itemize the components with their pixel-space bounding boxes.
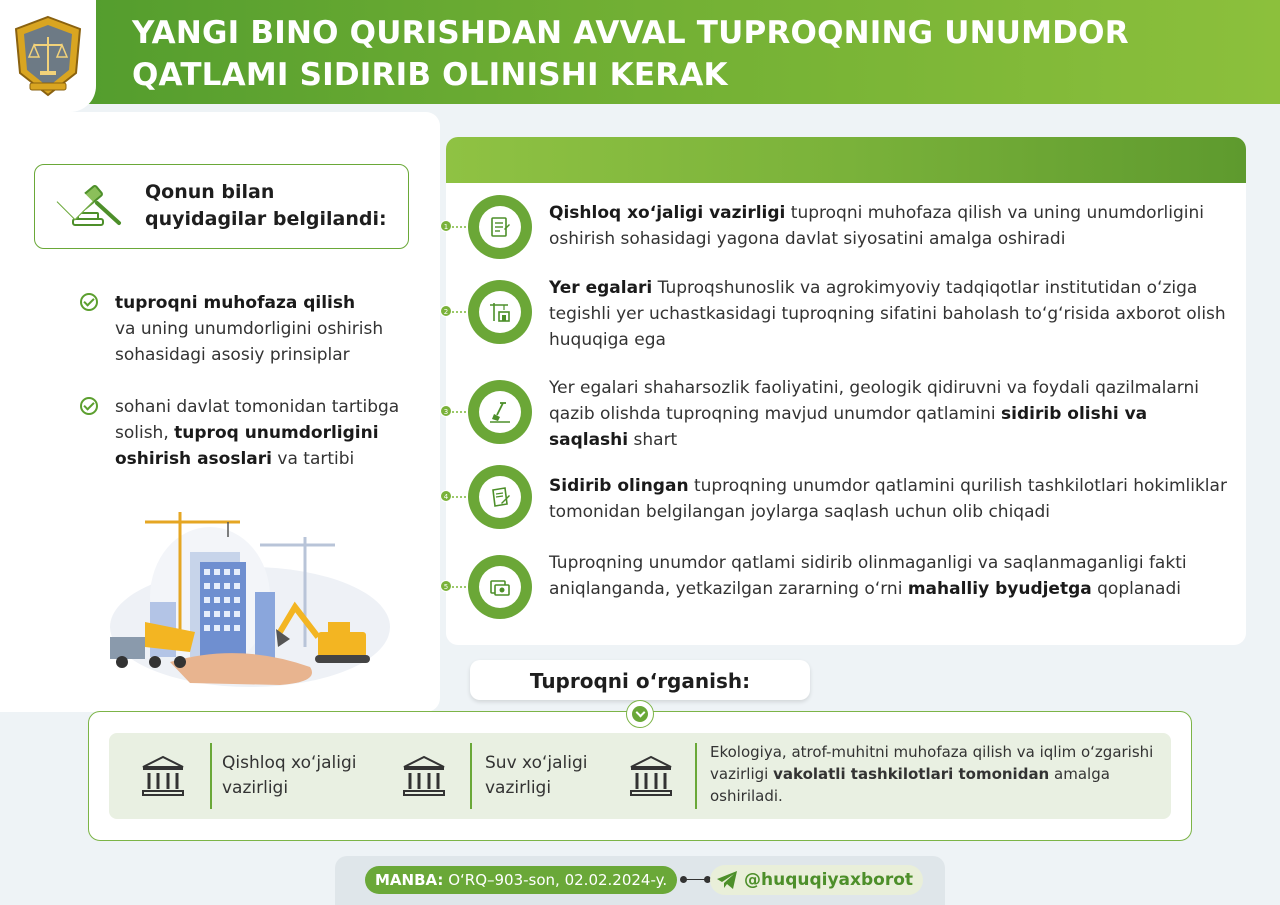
row-icon-circle: [468, 195, 532, 259]
government-building-icon: [627, 753, 675, 799]
check-icon: [80, 293, 98, 311]
government-building-icon: [139, 753, 187, 799]
study-title: Tuproqni o‘rganish:: [470, 660, 810, 700]
org-name: Qishloq xoʻjaligi vazirligi: [222, 753, 357, 798]
check-icon: [632, 706, 648, 722]
row-bold: mahalliy byudjetga: [907, 579, 1092, 599]
row-bold: Yer egalari: [549, 278, 653, 298]
row-bold: Sidirib olingan: [549, 476, 689, 496]
paper-pen-icon: [488, 485, 512, 509]
source-badge: [365, 866, 677, 894]
construction-site-icon: [100, 507, 390, 687]
item-bold: tuproq unumdorligini oshirish asoslari: [115, 423, 379, 469]
list-item: [80, 290, 420, 368]
row-icon-circle: [468, 555, 532, 619]
government-building-icon: [400, 753, 448, 799]
provision-row-4: [443, 465, 1246, 535]
row-icon-circle: [468, 280, 532, 344]
row-text: qoplanadi: [1097, 579, 1181, 599]
org-divider: [210, 743, 212, 809]
study-organizations: [109, 733, 1171, 819]
org-divider: [695, 743, 697, 809]
row-text: Yer egalari shaharsozlik faoliyatini, geologik qidiruvni va foydali qazilmalarni qazib olishda tuproqning mavjud unumdor qatlamini: [549, 378, 1199, 424]
document-icon: [488, 215, 512, 239]
row-icon-circle: [468, 465, 532, 529]
logo-container: [0, 0, 96, 112]
row-text: shart: [633, 430, 678, 450]
channel-name: @huquqiyaxborot: [744, 870, 914, 890]
provision-row-1: [443, 195, 1246, 265]
row-bold: sidirib olishi va saqlashi: [549, 404, 1148, 450]
org-item: [372, 733, 632, 819]
law-callout: [34, 164, 409, 249]
telegram-channel-link[interactable]: [710, 865, 923, 895]
page-title: [132, 12, 1252, 96]
item-text: va uning unumdorligini oshirish sohasidagi asosiy prinsiplar: [115, 319, 384, 365]
provision-row-2: [443, 278, 1246, 360]
row-number: 3: [440, 405, 452, 417]
header-banner: [0, 0, 1280, 104]
callout-line-1: Qonun bilan: [145, 181, 275, 203]
row-number: 1: [440, 220, 452, 232]
org-bold: vakolatli tashkilotlari tomonidan: [773, 765, 1050, 783]
org-name: Ekologiya, atrof-muhitni muhofaza qilish va iqlim oʻzgarishi vazirligi: [710, 743, 1154, 783]
org-divider: [470, 743, 472, 809]
justice-emblem-icon: [10, 13, 86, 99]
provision-row-3: [443, 378, 1246, 460]
row-text: tuproqni muhofaza qilish va uning unumdorligini oshirish sohasidagi yagona davlat siyosatini amalga oshiradi: [549, 203, 1205, 249]
row-number: 5: [440, 580, 452, 592]
provision-row-5: [443, 553, 1246, 635]
row-text: Tuproqning unumdor qatlami sidirib olinmaganligi va saqlanmaganligi fakti aniqlanganda, yetkazilgan zararning o‘rni: [549, 553, 1187, 599]
row-bold: Qishloq xoʻjaligi vazirligi: [549, 203, 786, 223]
item-bold: tuproqni muhofaza qilish: [115, 293, 356, 313]
source-text: O‘RQ–903-son, 02.02.2024-y.: [448, 871, 668, 889]
list-item: [80, 394, 420, 472]
org-text: amalga oshiriladi.: [710, 765, 1110, 805]
check-icon: [80, 397, 98, 415]
row-text: Tuproqshunoslik va agrokimyoviy tadqiqotlar institutidan o‘ziga tegishli yer uchastkasidagi tuproqning sifatini baholash to‘g‘risida axborot olish huquqiga ega: [549, 278, 1226, 350]
row-number: 2: [440, 305, 452, 317]
item-text: va tartibi: [277, 449, 355, 469]
callout-text: [145, 179, 387, 233]
item-text: sohani davlat tomonidan tartibga solish,: [115, 397, 400, 443]
provisions-header-band: [446, 137, 1246, 183]
org-item: [597, 733, 1171, 819]
left-panel: [0, 112, 440, 712]
callout-line-2: quyidagilar belgilandi:: [145, 208, 387, 230]
telegram-icon: [716, 870, 738, 890]
row-number: 4: [440, 490, 452, 502]
source-label: MANBA:: [375, 871, 444, 889]
provisions-card: [443, 137, 1246, 645]
title-line-1: YANGI BINO QURISHDAN AVVAL TUPROQNING UNUMDOR: [132, 15, 1129, 51]
row-text: tuproqning unumdor qatlamini qurilish tashkilotlari hokimliklar tomonidan belgilangan joylarga saqlash uchun olib chiqadi: [549, 476, 1227, 522]
check-badge: [626, 700, 654, 728]
org-name: Suv xoʻjaligi vazirligi: [485, 753, 588, 798]
crane-building-icon: [488, 300, 512, 324]
money-icon: [488, 575, 512, 599]
row-icon-circle: [468, 380, 532, 444]
shovel-icon: [488, 400, 512, 424]
title-line-2: QATLAMI SIDIRIB OLINISHI KERAK: [132, 57, 728, 93]
